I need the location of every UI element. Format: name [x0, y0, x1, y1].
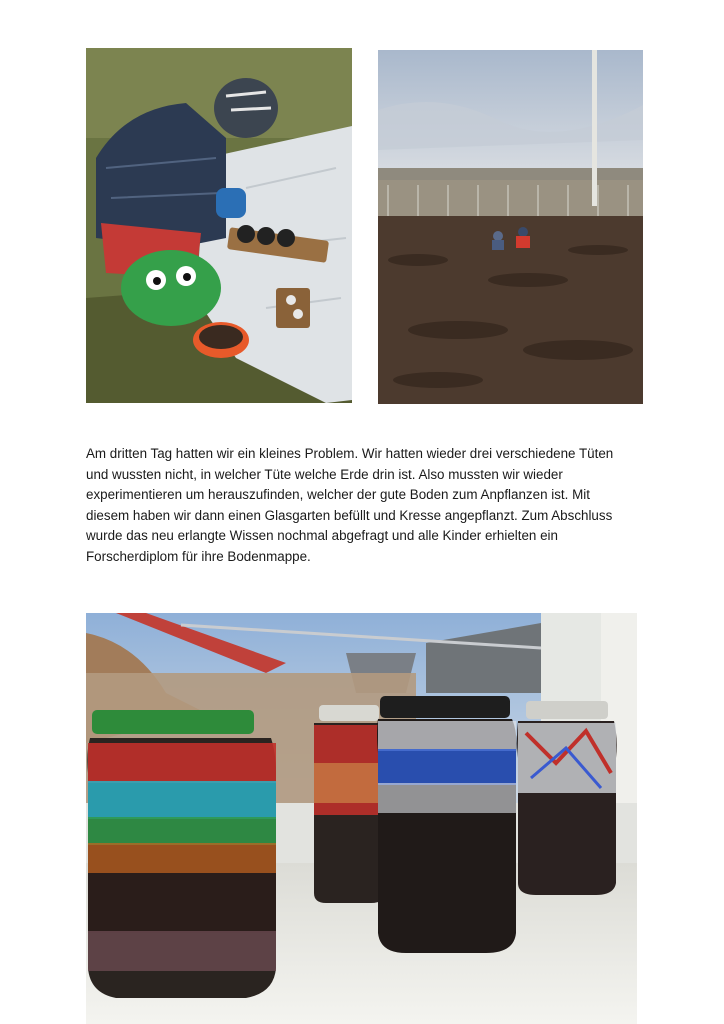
paragraph-line: diesem haben wir dann einen Glasgarten befüllt und Kresse angepflanzt. Zum Abschluss: [86, 507, 613, 523]
paragraph-line: experimentieren um herauszufinden, welcher der gute Boden zum Anpflanzen ist. Mit: [86, 487, 590, 503]
body-paragraph: [86, 444, 646, 568]
paragraph-line: Forscherdiplom für ihre Bodenmappe.: [86, 548, 311, 564]
photo-child-soil-samples: [86, 48, 352, 403]
paragraph-line: und wussten nicht, in welcher Tüte welche Erde drin ist. Also mussten wir wieder: [86, 466, 563, 482]
photo-glass-garden-jars: [86, 613, 637, 1024]
photo-children-in-field: [378, 50, 643, 404]
paragraph-line: Am dritten Tag hatten wir ein kleines Problem. Wir hatten wieder drei verschiedene Tüten: [86, 446, 614, 461]
paragraph-line: wurde das neu erlangte Wissen nochmal abgefragt und alle Kinder erhielten ein: [86, 528, 558, 544]
